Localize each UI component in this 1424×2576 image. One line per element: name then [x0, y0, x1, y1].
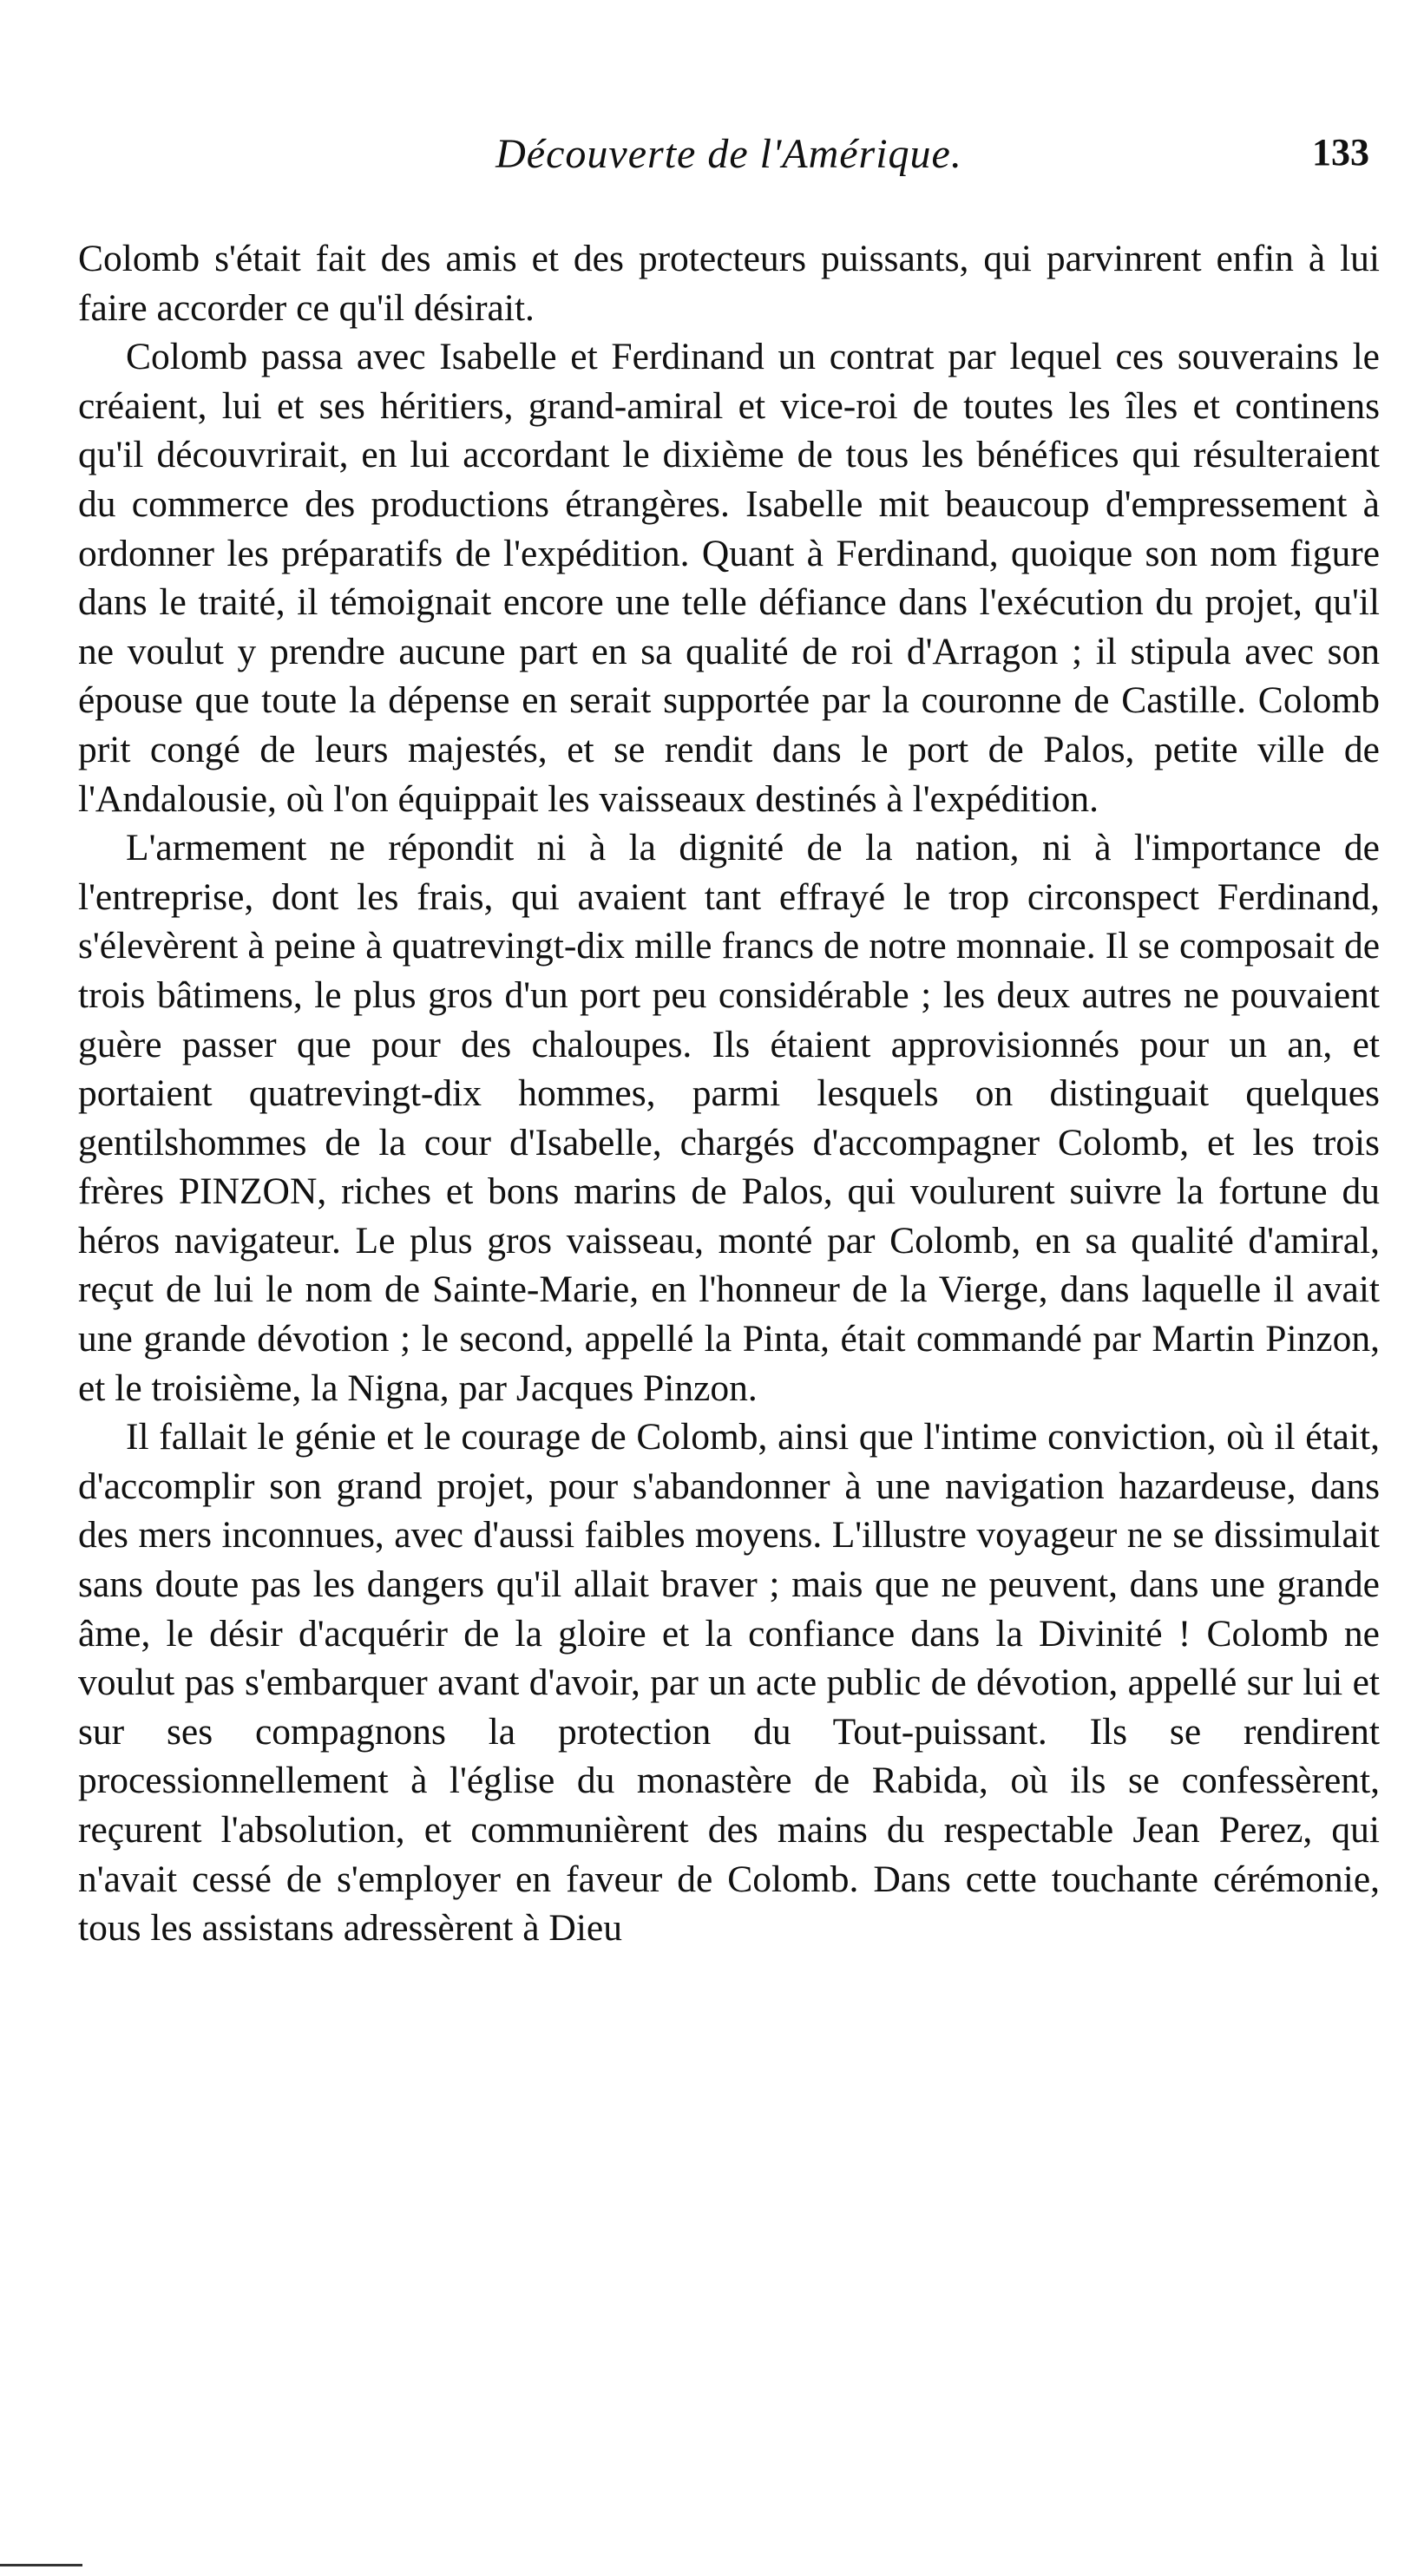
bottom-rule [0, 2564, 82, 2566]
paragraph: Il fallait le génie et le courage de Colomb, ainsi que l'intime conviction, où il était, d'accomplir son grand projet, pour s'abandonner à une navigation hazardeuse, dans des mers inconnues, avec d'aussi faibles moyens. L'illustre voyageur ne se dissimulait sans doute pas les dangers qu'il allait braver ; mais que ne peuvent, dans une grande âme, le désir d'acquérir de la gloire et la confiance dans la Divinité ! Colomb ne voulut pas s'embarquer avant d'avoir, par un acte public de dévotion, appellé sur lui et sur ses compagnons la protection du Tout-puissant. Ils se rendirent processionnellement à l'église du monastère de Rabida, où ils se confessèrent, reçurent l'absolution, et communièrent des mains du respectable Jean Perez, qui n'avait cessé de s'employer en faveur de Colomb. Dans cette touchante cérémonie, tous les assistans adressèrent à Dieu [78, 1416, 1380, 1950]
page-number: 133 [1312, 131, 1369, 174]
running-title: Découverte de l'Amérique. [495, 131, 962, 177]
page-header [78, 130, 1380, 191]
body-text [78, 234, 1380, 1953]
paragraph: Colomb s'était fait des amis et des protecteurs puissants, qui parvinrent enfin à lui faire accorder ce qu'il désirait. [78, 238, 1380, 329]
paragraph: Colomb passa avec Isabelle et Ferdinand un contrat par lequel ces souverains le créaient, lui et ses héritiers, grand-amiral et vice-roi de toutes les îles et continens qu'il découvrirait, en lui accordant le dixième de tous les bénéfices qui résulteraient du commerce des productions étrangères. Isabelle mit beaucoup d'empressement à ordonner les préparatifs de l'expédition. Quant à Ferdinand, quoique son nom figure dans le traité, il témoignait encore une telle défiance dans l'exécution du projet, qu'il ne voulut y prendre aucune part en sa qualité de roi d'Arragon ; il stipula avec son épouse que toute la dépense en serait supportée par la couronne de Castille. Colomb prit congé de leurs majestés, et se rendit dans le port de Palos, petite ville de l'Andalousie, où l'on équippait les vaisseaux destinés à l'expédition. [78, 336, 1380, 820]
paragraph: L'armement ne répondit ni à la dignité de la nation, ni à l'importance de l'entreprise, dont les frais, qui avaient tant effrayé le trop circonspect Ferdinand, s'élevèrent à peine à quatrevingt-dix mille francs de notre monnaie. Il se composait de trois bâtimens, le plus gros d'un port peu considérable ; les deux autres ne pouvaient guère passer que pour des chaloupes. Ils étaient approvisionnés pour un an, et portaient quatrevingt-dix hommes, parmi lesquels on distinguait quelques gentilshommes de la cour d'Isabelle, chargés d'accompagner Colomb, et les trois frères PINZON, riches et bons marins de Palos, qui voulurent suivre la fortune du héros navigateur. Le plus gros vaisseau, monté par Colomb, en sa qualité d'amiral, reçut de lui le nom de Sainte-Marie, en l'honneur de la Vierge, dans laquelle il avait une grande dévotion ; le second, appellé la Pinta, était commandé par Martin Pinzon, et le troisième, la Nigna, par Jacques Pinzon. [78, 827, 1380, 1409]
